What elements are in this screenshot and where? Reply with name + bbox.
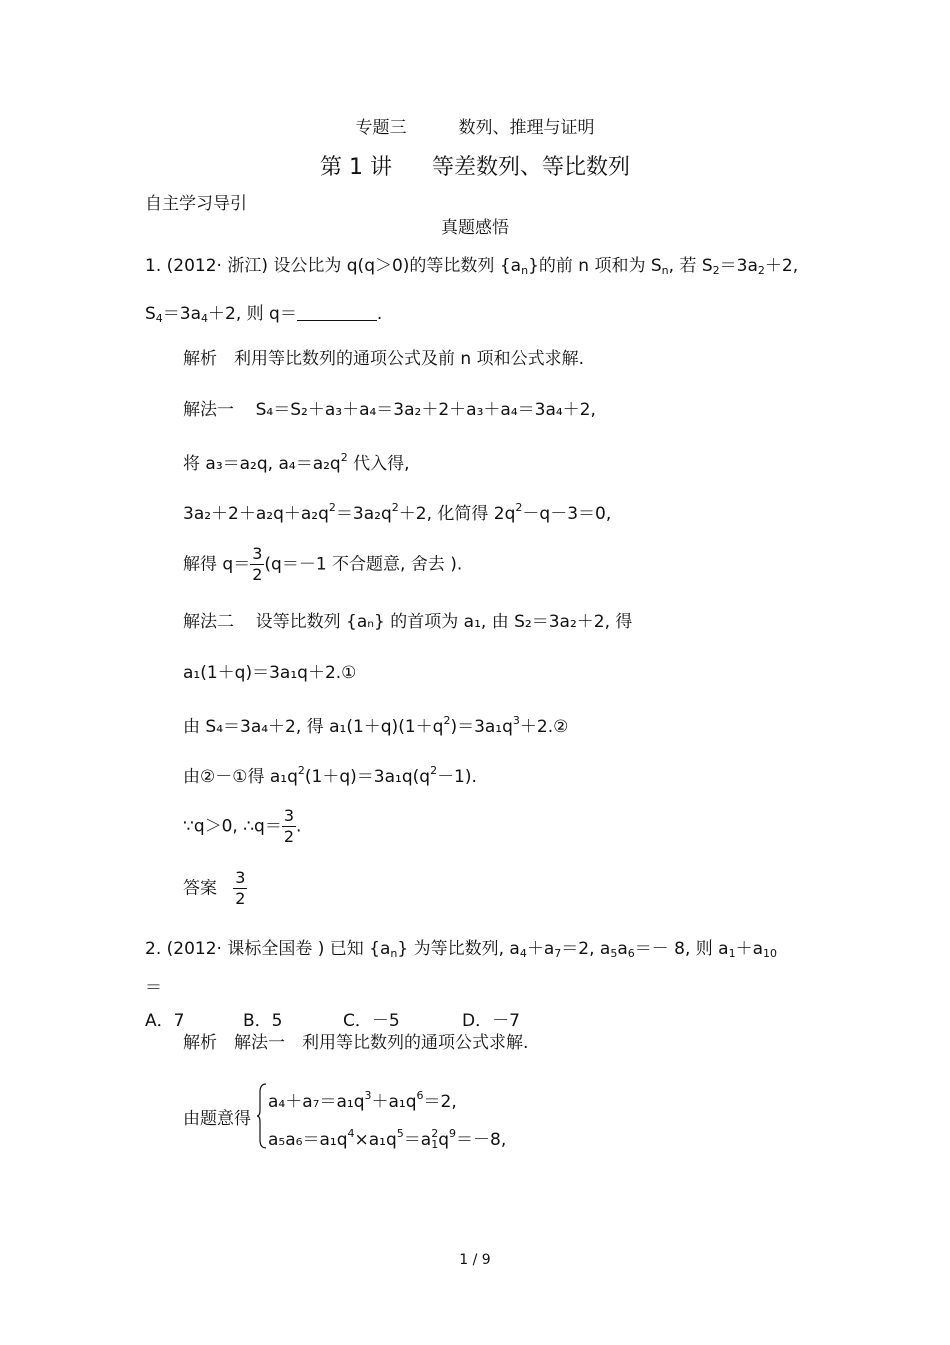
section-heading: 自主学习导引 xyxy=(145,194,247,214)
q1-conclusion: ∵q＞0, ∴q＝ $\frac{3}{2}$ . xyxy=(183,806,302,846)
option-c: C．－5 xyxy=(343,1011,400,1031)
q1-answer: 答案 $\frac{3}{2}$ xyxy=(183,868,246,908)
option-a: A．7 xyxy=(145,1011,185,1031)
q1-stem-line2: $S_4=3a_4+2$, 则 q＝ . xyxy=(145,304,383,325)
series-label: 专题三 xyxy=(355,118,407,138)
q1-substitution: 将 a₃＝a₂q, $a_4=a_2q^2$ 代入得, xyxy=(183,451,410,474)
q2-system-label: 由题意得 xyxy=(183,1109,251,1129)
left-brace xyxy=(256,1082,268,1150)
q1-method2-eq1: a₁(1＋q)＝3a₁q＋2.① xyxy=(183,663,357,683)
subsection-heading: 真题感悟 xyxy=(441,218,509,238)
lecture-number: 第 1 讲 xyxy=(320,155,392,180)
option-b: B．5 xyxy=(243,1011,283,1031)
lecture-title xyxy=(0,157,950,179)
q1-method1: 解法一 S₄＝S₂＋a₃＋a₄＝3a₂＋2＋a₃＋a₄＝3a₄＋2, xyxy=(183,400,596,420)
option-d: D．－7 xyxy=(462,1011,520,1031)
answer-blank xyxy=(297,306,377,321)
q1-solution: 解得 q＝ $\frac{3}{2}$ (q＝－1 不合题意, 舍去 ). xyxy=(183,544,463,584)
q1-equation3: $3a_2+2+a_2q+a_2q^2=3a_2q^2+2$, 化简得 $2q^2-q-3=0$, xyxy=(183,501,612,524)
q2-equals: ＝ xyxy=(145,978,162,998)
q2-analysis: 解析 解法一 利用等比数列的通项公式求解. xyxy=(183,1033,529,1053)
page-number: 1 / 9 xyxy=(459,1252,491,1268)
q2-stem: 2. (2012· 课标全国卷 ) 已知 $\{a_n\}$ 为等比数列, $a_4+a_7=2$, $a_5a_6=- 8$, 则 $a_1+a_{10}$ xyxy=(145,939,778,960)
system-equation-2: $a_5a_6=a_1q^4\times a_1q^5=a^2_1q^9=-8$, xyxy=(268,1127,507,1151)
series-topic: 数列、推理与证明 xyxy=(458,118,595,138)
q1-method2-eq2: 由 S₄＝3a₄＋2, 得 $a_1(1+q)(1+q^2)=3a_1q^3+2.②$ xyxy=(183,714,569,737)
system-equation-1: $a_4+a_7=a_1q^3+a_1q^6=2$, xyxy=(268,1089,457,1112)
series-title xyxy=(0,120,950,137)
fraction: $\frac{3}{2}$ xyxy=(283,806,295,846)
q1-stem-line1: 1. (2012· 浙江) 设公比为 q(q＞0)的等比数列 $\{a_n\}$的前 n 项和为 $S_n$, 若 $S_2=3a_2+2$, xyxy=(145,256,799,277)
q1-method2: 解法二 设等比数列 {aₙ} 的首项为 a₁, 由 S₂＝3a₂＋2, 得 xyxy=(183,612,633,632)
answer-fraction: $\frac{3}{2}$ xyxy=(235,868,246,908)
q1-method2-eq3: 由②－①得 $a_1q^2(1+q)=3a_1q(q^2-1)$. xyxy=(183,764,477,787)
q1-analysis: 解析 利用等比数列的通项公式及前 n 项和公式求解. xyxy=(183,349,584,369)
fraction: $\frac{3}{2}$ xyxy=(252,544,263,584)
lecture-topic: 等差数列、等比数列 xyxy=(431,155,630,180)
